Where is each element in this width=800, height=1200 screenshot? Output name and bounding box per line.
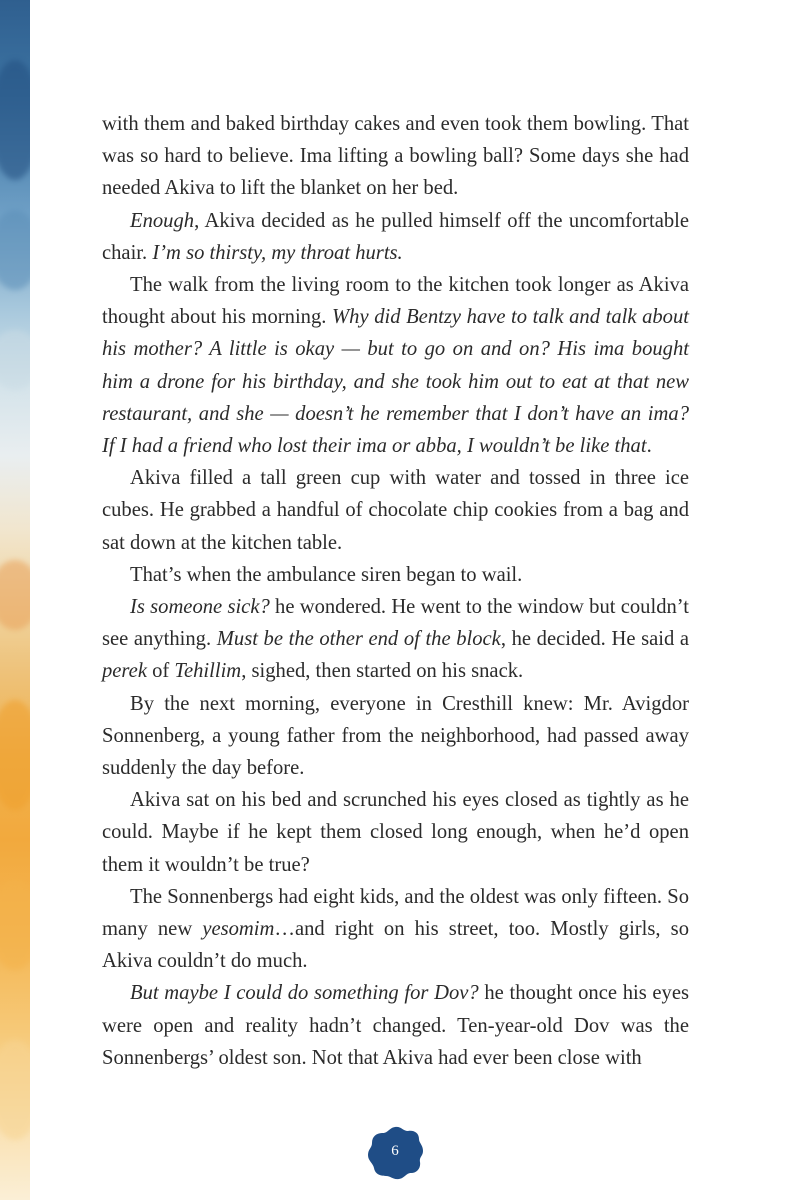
paragraph	[102, 688, 689, 785]
italic-text: Must be the other end of the block	[216, 628, 501, 651]
text-run: with them and baked birthday cakes and even took them bowling. That was so hard to believe. Ima lifting a bowling ball? Some days she had needed Akiva to lift the blanket on her bed.	[102, 113, 689, 200]
text-run: , Akiva decided as he pulled himself off the uncomfortable chair.	[102, 209, 689, 264]
paragraph	[102, 269, 689, 462]
body-text	[102, 108, 689, 1074]
italic-text: yesomim	[202, 918, 275, 941]
italic-text: Is someone sick?	[130, 596, 270, 619]
text-run: By the next morning, everyone in Cresthill knew: Mr. Avigdor Sonnenberg, a young father from the neighborhood, had passed away suddenly the day before.	[102, 692, 689, 780]
paragraph	[102, 108, 689, 205]
text-run: , he decided. He said a	[500, 628, 689, 651]
text-run: he thought once his eyes were open and reality hadn’t changed. Ten-year-old Dov was the Sonnenbergs’ oldest son. Not that Akiva had ever been close with	[102, 982, 690, 1069]
text-run: Akiva filled a tall green cup with water and tossed in three ice cubes. He grabbed a handful of chocolate chip cookies from a bag and sat down at the kitchen table.	[102, 467, 689, 554]
italic-text: But maybe I could do something for Dov?	[130, 982, 479, 1005]
italic-text: I’m so thirsty, my throat hurts.	[152, 241, 403, 264]
italic-text: Tehillim	[174, 660, 242, 683]
watercolor-border	[0, 0, 30, 1200]
paragraph	[102, 591, 689, 688]
paragraph	[102, 977, 689, 1074]
text-run: The walk from the living room to the kitchen took longer as Akiva thought about his morning.	[102, 274, 689, 329]
paragraph	[102, 784, 689, 881]
italic-text: Enough	[130, 209, 195, 232]
text-run: …and right on his street, too. Mostly girls, so Akiva couldn’t do much.	[102, 918, 689, 973]
text-run: , sighed, then started on his snack.	[241, 660, 524, 683]
text-run: of	[146, 660, 175, 683]
page-number-badge	[364, 1124, 426, 1182]
text-run: Akiva sat on his bed and scrunched his eyes closed as tightly as he could. Maybe if he kept them closed long enough, when he’d open them it wouldn’t be true?	[102, 789, 689, 876]
text-run: That’s when the ambulance siren began to wail.	[130, 563, 523, 586]
text-run: he wondered. He went to the window but couldn’t see anything.	[102, 596, 689, 651]
italic-text: perek	[102, 660, 147, 683]
italic-text: Why did Bentzy have to talk and talk about his mother? A little is okay — but to go on and on? His ima bought him a drone for his birthday, and she took him out to eat at that new restaurant, and she — doesn’t he remember that I don’t have an ima? If I had a friend who lost their ima or abba, I wouldn’t be like that	[102, 306, 689, 458]
text-run: The Sonnenbergs had eight kids, and the oldest was only fifteen. So many new	[102, 885, 689, 941]
paragraph	[102, 881, 689, 978]
paragraph	[102, 559, 689, 591]
page-number: 6	[391, 1143, 399, 1159]
paragraph	[102, 205, 689, 269]
text-run: .	[646, 435, 652, 458]
paragraph	[102, 462, 689, 559]
